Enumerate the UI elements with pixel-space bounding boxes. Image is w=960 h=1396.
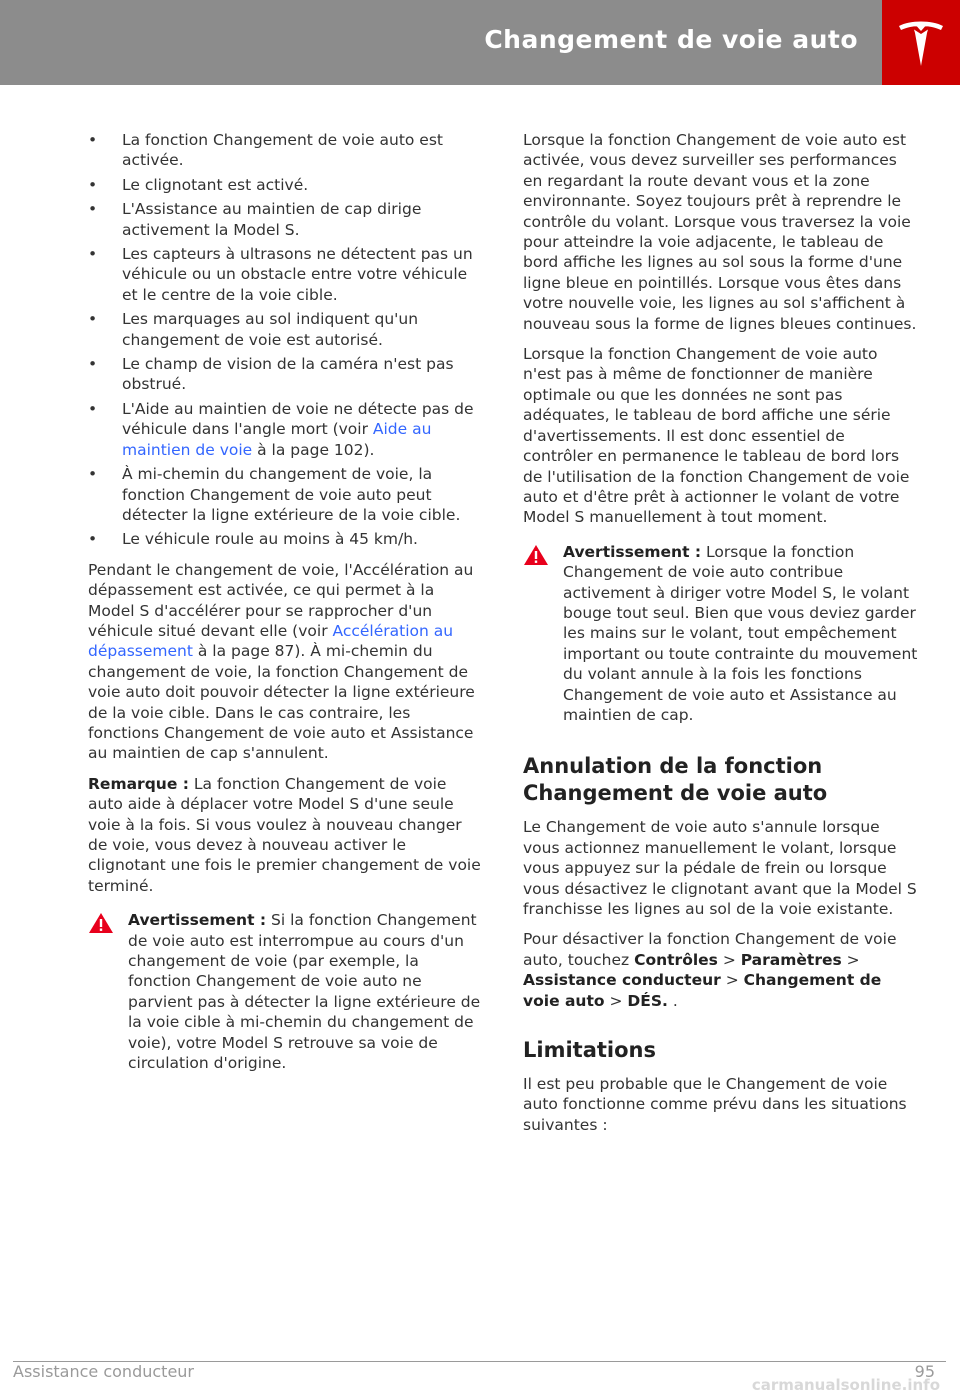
menu-path-des: DÉS. <box>627 991 668 1010</box>
conditions-list <box>88 130 481 550</box>
list-item: • Le véhicule roule au moins à 45 km/h. <box>88 530 418 549</box>
list-item: • Les marquages au sol indiquent qu'un changement de voie est autorisé. <box>88 310 419 349</box>
watermark: carmanualsonline.info <box>751 1376 940 1394</box>
warning-label: Avertissement : <box>128 911 267 930</box>
section-heading-limitations: Limitations <box>523 1038 656 1063</box>
tesla-logo-icon <box>896 17 946 69</box>
paragraph-acceleration: Pendant le changement de voie, l'Accélération au dépassement est activée, ce qui permet à la Model S d'accélérer pour se rapprocher d'un véhicule situé devant elle (voir Accélération au dépassement à la page 87). À mi-chemin du changement de voie, la fonction Changement de voie auto doit pouvoir détecter la ligne extérieure de la voie cible. Dans le cas contraire, les fonctions Changement de voie auto et Assistance au maintien de cap s'annulent. <box>88 560 475 763</box>
footer-section: Assistance conducteur <box>13 1362 194 1381</box>
note: Remarque : La fonction Changement de voie auto aide à déplacer votre Model S d'une seule voie à la fois. Si vous voulez à nouveau changer de voie, vous devez à nouveau activer le clignotant une fois le premier changement de voie terminé. <box>88 774 481 895</box>
warning-triangle-icon <box>523 544 549 566</box>
warning-box: Avertissement : Si la fonction Changement de voie auto est interrompue au cours d'un changement de voie (par exemple, la fonction Changement de voie auto ne parvient pas à détecter la ligne extérieure de la voie cible à mi-chemin du changement de voie), votre Model S retrouve sa voie de circulation d'origine. <box>88 910 481 1073</box>
paragraph-limitations: Il est peu probable que le Changement de voie auto fonctionne comme prévu dans les situations suivantes : <box>523 1075 907 1134</box>
page-header <box>0 0 960 85</box>
menu-path-assistance: Assistance conducteur <box>523 971 721 990</box>
menu-path-changement: Changement de voie auto <box>523 971 882 1010</box>
list-item: • À mi-chemin du changement de voie, la fonction Changement de voie auto peut détecter la ligne extérieure de la voie cible. <box>88 465 461 524</box>
paragraph-avertissements: Lorsque la fonction Changement de voie auto n'est pas à même de fonctionner de manière optimale ou que les données ne sont pas adéquates, le tableau de bord affiche une série d'avertissements. Il est donc essentiel de contrôler en permanence le tableau de bord lors de l'utilisation de la fonction Changement de voie auto et d'être prêt à actionner le volant de votre Model S manuellement à tout moment. <box>523 345 910 527</box>
link-acceleration-depassement[interactable]: Accélération au dépassement <box>88 621 454 661</box>
link-aide-maintien-voie[interactable]: Aide au maintien de voie <box>122 420 432 459</box>
menu-path-parametres: Paramètres <box>740 950 842 969</box>
list-item: • Les capteurs à ultrasons ne détectent pas un véhicule ou un obstacle entre votre véhicule et le centre de la voie cible. <box>88 245 473 304</box>
warning-triangle-icon <box>88 912 114 934</box>
warning-label: Avertissement : <box>563 542 702 561</box>
left-column <box>88 130 481 1085</box>
list-item: • Le champ de vision de la caméra n'est pas obstrué. <box>88 355 454 394</box>
page-title: Changement de voie auto <box>484 25 858 54</box>
right-column <box>523 130 919 1145</box>
warning-box: Avertissement : Lorsque la fonction Changement de voie auto contribue activement à diriger votre Model S, le volant bouge tout seul. Bien que vous deviez garder les mains sur le volant, tout empêchement important ou toute contrainte du mouvement du volant annule à la fois les fonctions Changement de voie auto et Assistance au maintien de cap. <box>523 542 919 726</box>
list-item: • L'Aide au maintien de voie ne détecte pas de véhicule dans l'angle mort (voir Aide au maintien de voie à la page 102). <box>88 399 474 459</box>
note-label: Remarque : <box>88 774 189 793</box>
paragraph-annulation: Le Changement de voie auto s'annule lorsque vous actionnez manuellement le volant, lorsque vous appuyez sur la pédale de frein ou lorsque vous désactivez le clignotant avant que la Model S franchisse les lignes au sol de la voie existante. <box>523 818 917 918</box>
list-item: • Le clignotant est activé. <box>88 175 309 194</box>
list-item: • L'Assistance au maintien de cap dirige activement la Model S. <box>88 200 422 239</box>
brand-logo <box>882 0 960 85</box>
menu-path-controles: Contrôles <box>634 950 718 969</box>
paragraph-desactiver: Pour désactiver la fonction Changement de voie auto, touchez Contrôles > Paramètres > Assistance conducteur > Changement de voie auto > DÉS. . <box>523 930 897 1010</box>
list-item: • La fonction Changement de voie auto est activée. <box>88 131 443 170</box>
paragraph-surveillance: Lorsque la fonction Changement de voie auto est activée, vous devez surveiller ses performances en regardant la route devant vous et la zone environnante. Soyez toujours prêt à reprendre le contrôle du volant. Lorsque vous traversez la voie pour atteindre la voie adjacente, le tableau de bord affiche les lignes au sol sous la forme d'une ligne bleue en pointillés. Lorsque vous êtes dans votre nouvelle voie, les lignes au sol s'affichent à nouveau sous la forme de lignes bleues continues. <box>523 131 917 333</box>
section-heading-annulation: Annulation de la fonction Changement de voie auto <box>523 754 828 806</box>
page-number: 95 <box>914 1362 935 1381</box>
